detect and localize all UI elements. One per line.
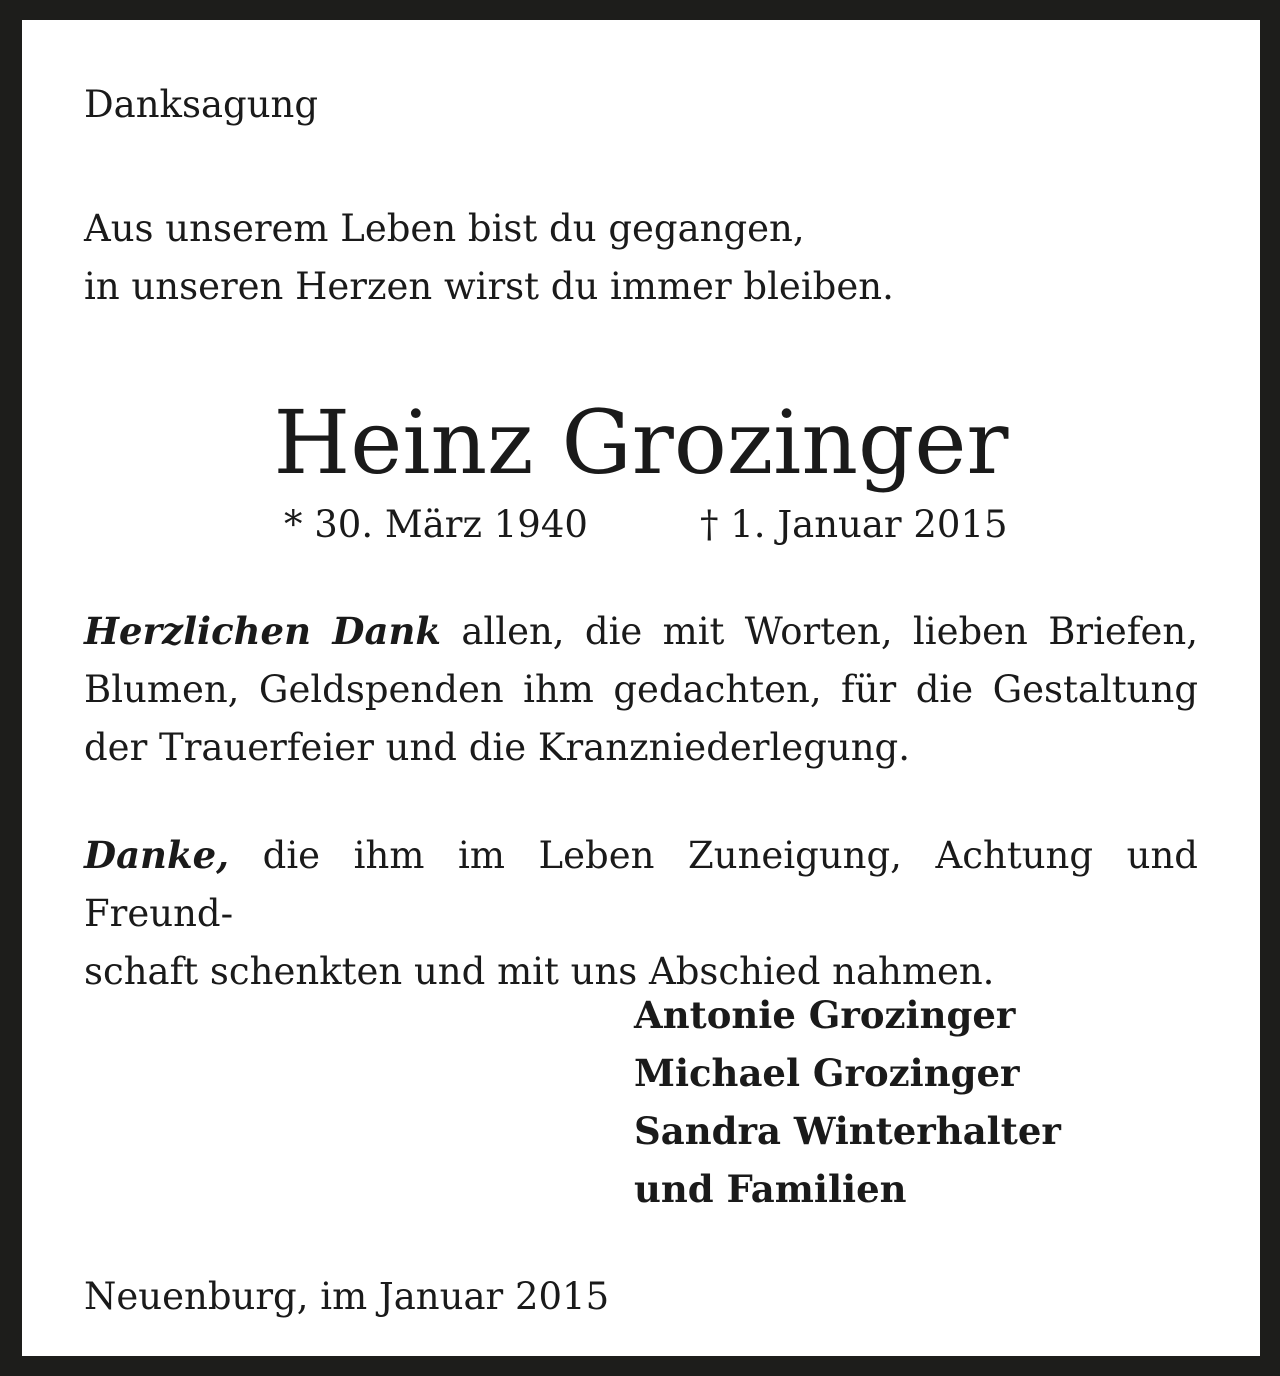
obituary-notice: [22, 20, 1260, 1356]
birth-date: * 30. März 1940: [284, 503, 588, 546]
paragraph-line: [84, 602, 1198, 661]
gratitude-paragraph: [84, 826, 1198, 1001]
paragraph-line: der Trauerfeier und die Kranzniederlegung.: [84, 726, 910, 769]
paragraph-text: allen, die mit Worten, lieben Briefen,: [441, 610, 1198, 653]
signatory: Antonie Grozinger: [634, 993, 1016, 1037]
memorial-verse: [84, 200, 894, 316]
signatories: [634, 986, 1061, 1218]
paragraph-line: Blumen, Geldspenden ihm gedachten, für die Gestaltung: [84, 668, 1198, 711]
deceased-name: Heinz Grozinger: [273, 391, 1009, 494]
signatory: Michael Grozinger: [634, 1051, 1020, 1095]
paragraph-line: [84, 826, 1198, 943]
thanks-paragraph: [84, 602, 1198, 777]
signatory: Sandra Winterhalter: [634, 1109, 1061, 1153]
verse-line: Aus unserem Leben bist du gegangen,: [84, 207, 805, 250]
death-date: † 1. Januar 2015: [700, 503, 1008, 546]
paragraph-text: die ihm im Leben Zuneigung, Achtung und Freund-: [84, 834, 1198, 935]
verse-line: in unseren Herzen wirst du immer bleiben.: [84, 265, 894, 308]
signatory: und Familien: [634, 1167, 907, 1211]
paragraph-line: schaft schenkten und mit uns Abschied nahmen.: [84, 950, 995, 993]
notice-heading: Danksagung: [84, 83, 319, 126]
place-and-date: Neuenburg, im Januar 2015: [84, 1275, 610, 1318]
thanks-emphasis: Herzlichen Dank: [84, 609, 442, 653]
gratitude-emphasis: Danke,: [84, 833, 230, 877]
